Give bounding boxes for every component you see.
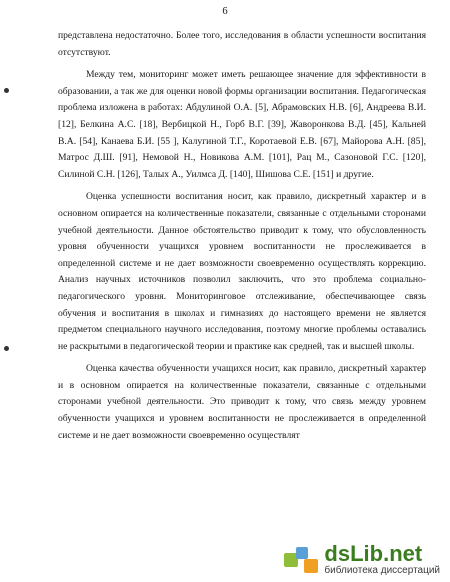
margin-dot-icon: [4, 346, 9, 351]
paragraph: Между тем, мониторинг может иметь решающее значение для эффективности в образовании, а так же для оценки новой формы организации воспитания. Педагогическая проблема изложена в работах: Абдулиной О.А. [5], Абрамовских Н.В. [6], Андреева В.И. [12], Белкина А.С. [18], Вербицкой Н., Горб В.Г. [39], Жаворонкова В.Д. [45], Кальней В.А. [54], Канаева Б.И. [55 ], Калугиной Т.Г., Коротаевой Е.В. [67], Майорова А.Н. [85], Матрос Д.Ш. [91], Немовой Н., Новикова А.М. [101], Рац М., Сазоновой Г.С. [120], Силиной С.Н. [126], Талых А., Уилмса Д. [140], Шишова С.Е. [151] и другие.: [58, 69, 426, 180]
dslib-logo-icon: [284, 545, 320, 575]
watermark-subtitle: библиотека диссертаций: [324, 565, 440, 576]
page-number: 6: [222, 6, 228, 17]
paragraph: представлена недостаточно. Более того, исследования в области успешности воспитания отсутствуют.: [58, 30, 426, 58]
paragraph: Оценка успешности воспитания носит, как правило, дискретный характер и в основном опирается на количественные показатели, связанные с отдельными сторонами учебной деятельности. Данное обстоятельство приводит к тому, что обусловленность уровня обученности учащихся уровнем воспитанности не прослеживается в определенной системе и не дает возможности своевременно осуществлять коррекцию. Анализ научных источников позволил заключить, что это проблема социально-педагогического уровня. Мониторинговое отслеживание, обеспечивающее связь обучения и воспитания в школах и гимназиях до настоящего времени не является предметом специального научного исследования, поэтому многие проблемы оставались не раскрытыми в педагогической теории и практике как средней, так и высшей школы.: [58, 191, 426, 352]
margin-dot-icon: [4, 88, 9, 93]
watermark-brand: dsLib.net: [324, 541, 423, 566]
watermark: [280, 541, 444, 578]
document-body: [58, 28, 426, 444]
paragraph: Оценка качества обученности учащихся носит, как правило, дискретный характер и в основном опирается на количественные показатели, связанные с отдельными сторонами учебной деятельности. Это приводит к тому, что связь между уровнем обученности учащихся и уровнем воспитанности не прослеживается в определенной системе и не дает возможности своевременно осуществлят: [58, 363, 426, 441]
